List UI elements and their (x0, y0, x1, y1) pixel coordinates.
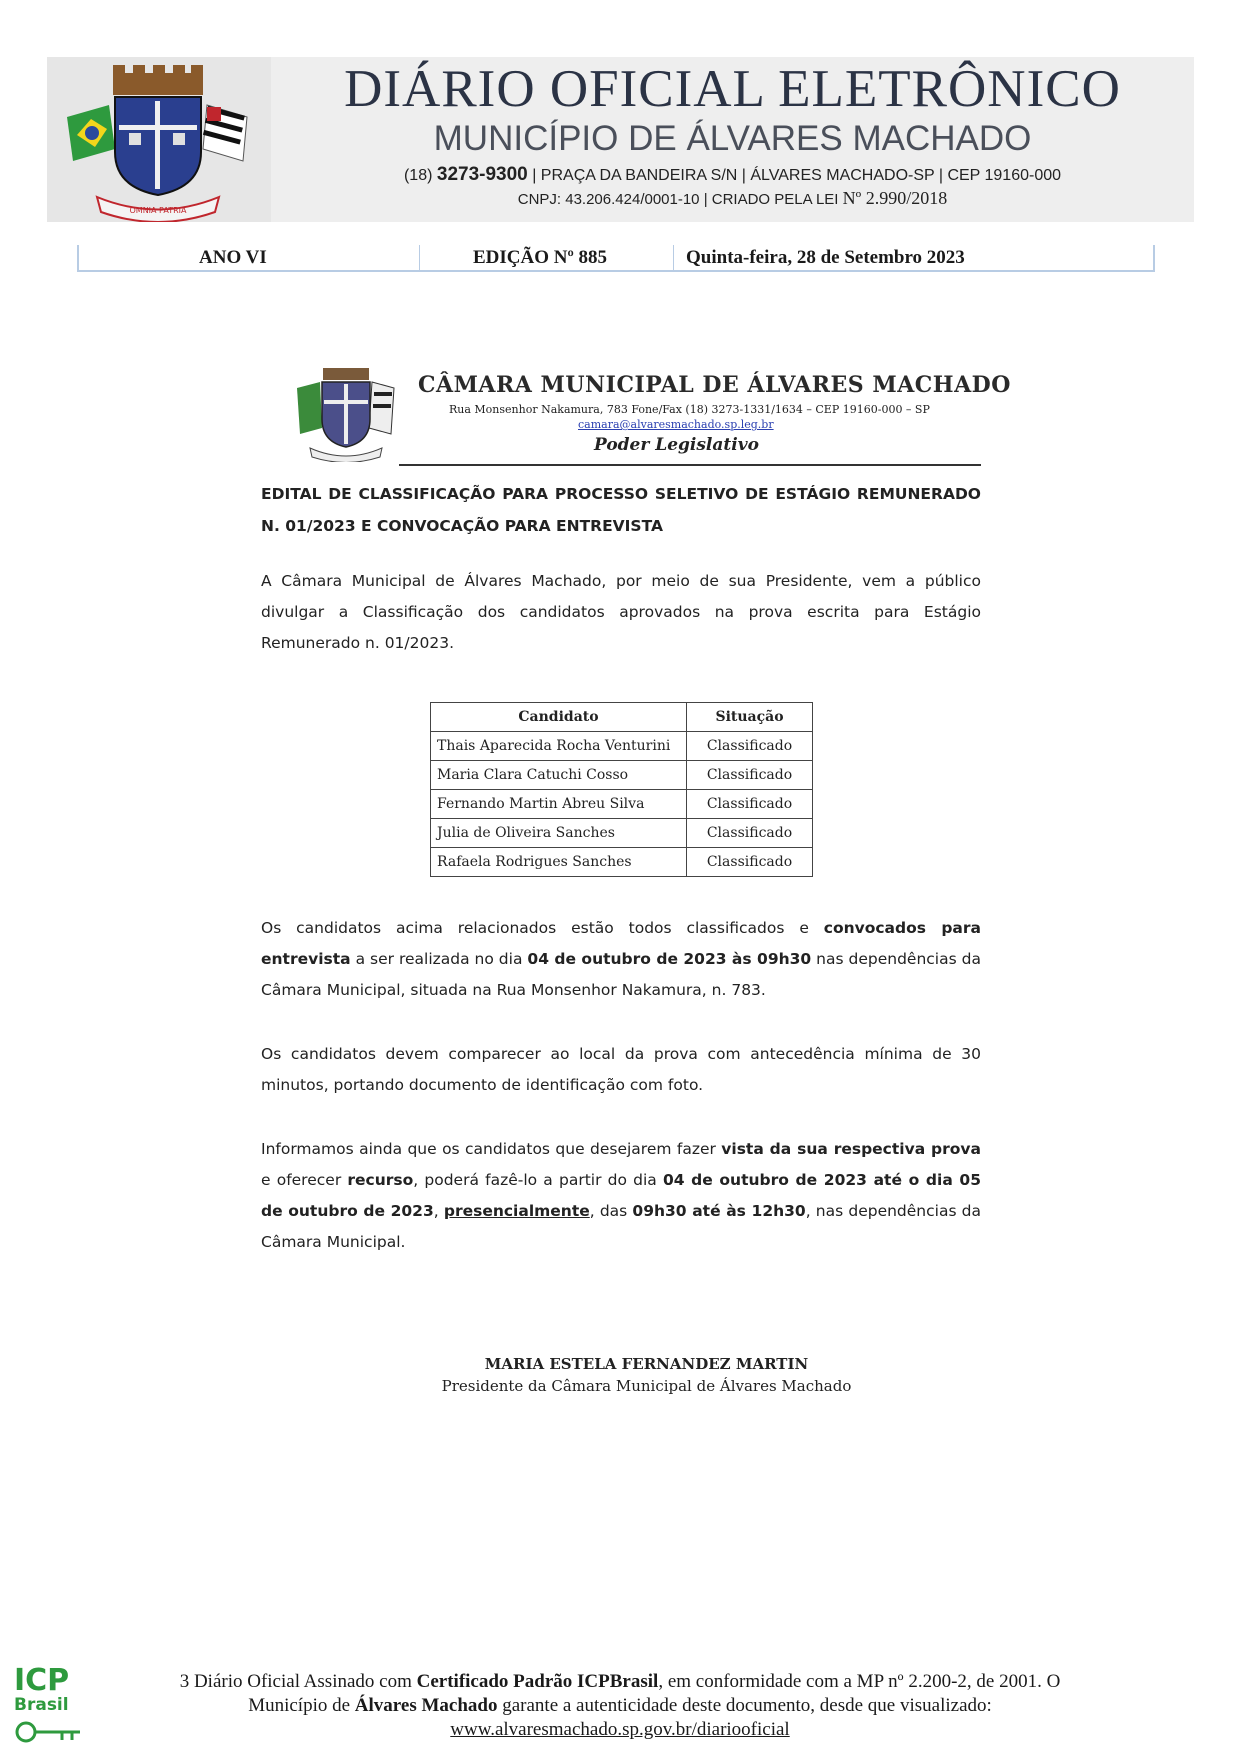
icp-key-icon (12, 1660, 84, 1750)
camara-crest-icon (292, 364, 399, 462)
p4-bold: vista da sua respectiva prova (721, 1140, 981, 1158)
municipio-subtitle: MUNICÍPIO DE ÁLVARES MACHADO (433, 119, 1032, 158)
edition-year: ANO VI (199, 247, 267, 268)
cnpj-text: CNPJ: 43.206.424/0001-10 | CRIADO PELA LEI (517, 191, 839, 208)
candidate-name: Thais Aparecida Rocha Venturini (431, 732, 687, 761)
poder-legislativo: Poder Legislativo (594, 435, 759, 455)
table-row (431, 732, 813, 761)
edition-number: EDIÇÃO Nº 885 (473, 247, 608, 268)
intro-paragraph: A Câmara Municipal de Álvares Machado, por meio de sua Presidente, vem a público divulgar a Classificação dos candidatos aprovados na prova escrita para Estágio Remunerado n. 01/2023. (261, 572, 981, 652)
arrival-paragraph: Os candidatos devem comparecer ao local da prova com antecedência mínima de 30 minutos, portando documento de identificação com foto. (261, 1045, 981, 1094)
signer-name: MARIA ESTELA FERNANDEZ MARTIN (484, 1355, 809, 1373)
diario-title: DIÁRIO OFICIAL ELETRÔNICO (344, 60, 1121, 118)
p4-text: , das (589, 1202, 633, 1220)
diario-link[interactable]: www.alvaresmachado.sp.gov.br/diariooficial (450, 1719, 790, 1740)
table-header-row (431, 703, 813, 732)
header-candidato: Candidato (431, 703, 687, 732)
footer-note (170, 1670, 1070, 1742)
p4-text: e oferecer (261, 1171, 348, 1189)
appeal-paragraph (261, 1134, 981, 1258)
p4-presencial: presencialmente (443, 1202, 590, 1220)
p2-date: 04 de outubro de 2023 às 09h30 (527, 950, 812, 968)
icp-text: ICP (14, 1663, 70, 1698)
candidate-name: Fernando Martin Abreu Silva (431, 790, 687, 819)
camara-email-link[interactable]: camara@alvaresmachado.sp.leg.br (578, 418, 774, 431)
candidate-status: Classificado (687, 790, 813, 819)
candidates-table (430, 702, 813, 877)
edital-title: EDITAL DE CLASSIFICAÇÃO PARA PROCESSO SELETIVO DE ESTÁGIO REMUNERADO N. 01/2023 E CONVOCAÇÃO PARA ENTREVISTA (261, 485, 981, 535)
candidate-status: Classificado (687, 732, 813, 761)
phone-number: 3273-9300 (436, 164, 528, 185)
camara-address: Rua Monsenhor Nakamura, 783 Fone/Fax (18) 3273-1331/1634 – CEP 19160-000 – SP (449, 403, 930, 416)
signer-role: Presidente da Câmara Municipal de Álvares Machado (441, 1377, 852, 1395)
p2-bold: convocados para entrevista (261, 919, 981, 968)
table-row (431, 761, 813, 790)
p2-text: Os candidatos acima relacionados estão todos classificados e (261, 919, 824, 937)
candidate-name: Maria Clara Catuchi Cosso (431, 761, 687, 790)
icp-brasil-logo (12, 1660, 84, 1750)
camara-title: CÂMARA MUNICIPAL DE ÁLVARES MACHADO (418, 372, 1011, 398)
footer-municipio: Álvares Machado (354, 1695, 498, 1716)
p2-text: a ser realizada no dia (350, 950, 528, 968)
convocation-paragraph (261, 913, 981, 1006)
footer-text: 3 Diário Oficial Assinado com (179, 1671, 417, 1692)
letterhead-rule (399, 464, 981, 466)
p2-text: nas dependências da Câmara Municipal, situada na Rua Monsenhor Nakamura, n. 783. (261, 950, 981, 999)
phone-area: (18) (403, 167, 433, 184)
law-number: Nº 2.990/2018 (842, 188, 948, 208)
p4-text: , poderá fazê-lo a partir do dia (413, 1171, 663, 1189)
header-situacao: Situação (687, 703, 813, 732)
candidate-status: Classificado (687, 848, 813, 877)
p4-dates: 04 de outubro de 2023 até o dia 05 de outubro de 2023 (261, 1171, 981, 1220)
footer-cert: Certificado Padrão ICPBrasil (416, 1671, 659, 1692)
header-address: | PRAÇA DA BANDEIRA S/N | ÁLVARES MACHADO-SP | CEP 19160-000 (532, 167, 1062, 184)
p4-hours: 09h30 até às 12h30 (632, 1202, 806, 1220)
table-row (431, 819, 813, 848)
candidate-status: Classificado (687, 761, 813, 790)
table-row (431, 848, 813, 877)
p4-text: , (433, 1202, 444, 1220)
brasil-text: Brasil (14, 1695, 69, 1715)
candidate-name: Rafaela Rodrigues Sanches (431, 848, 687, 877)
p4-bold: recurso (347, 1171, 414, 1189)
edition-date: Quinta-feira, 28 de Setembro 2023 (686, 247, 965, 268)
footer-text: garante a autenticidade deste documento, desde que visualizado: (497, 1695, 992, 1716)
p4-text: , nas dependências da Câmara Municipal. (261, 1202, 982, 1251)
candidate-status: Classificado (687, 819, 813, 848)
crest-motto: OMNIA PATRIA (129, 206, 187, 215)
p4-text: Informamos ainda que os candidatos que desejarem fazer (261, 1140, 722, 1158)
candidate-name: Julia de Oliveira Sanches (431, 819, 687, 848)
table-row (431, 790, 813, 819)
footer-text: , em conformidade com a MP nº 2.200-2, de 2001. O Município de (248, 1671, 1061, 1716)
